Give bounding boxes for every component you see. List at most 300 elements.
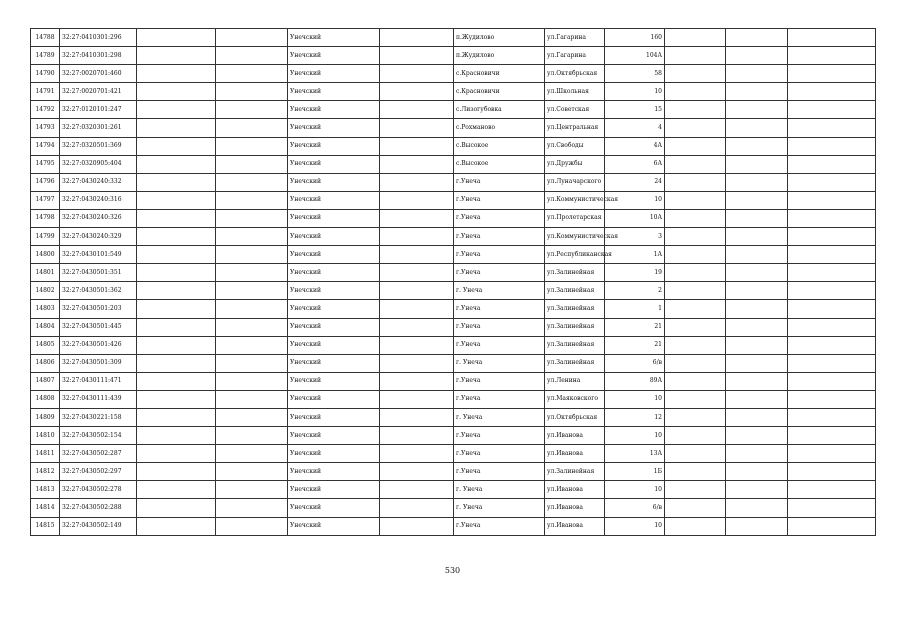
cadastral-number-cell: 32:27:0320301:261: [60, 119, 137, 137]
district-cell: Унечский: [288, 173, 380, 191]
table-row: [31, 101, 876, 119]
street-cell: ул.Иванова: [545, 499, 605, 517]
cadastral-number-cell: 32:27:0020701:460: [60, 65, 137, 83]
empty-cell: [137, 408, 216, 426]
table-row: [31, 119, 876, 137]
settlement-cell: с.Рохманово: [454, 119, 545, 137]
house-number-cell: 21: [605, 336, 665, 354]
empty-cell: [216, 427, 288, 445]
empty-cell: [788, 228, 876, 246]
empty-cell: [665, 336, 726, 354]
empty-cell: [216, 300, 288, 318]
empty-cell: [726, 228, 788, 246]
empty-cell: [726, 47, 788, 65]
house-number-cell: 1Б: [605, 463, 665, 481]
empty-cell: [380, 155, 454, 173]
house-number-cell: 10: [605, 427, 665, 445]
empty-cell: [726, 300, 788, 318]
district-cell: Унечский: [288, 65, 380, 83]
empty-cell: [665, 246, 726, 264]
district-cell: Унечский: [288, 191, 380, 209]
empty-cell: [665, 354, 726, 372]
empty-cell: [216, 318, 288, 336]
cadastral-number-cell: 32:27:0430501:351: [60, 264, 137, 282]
district-cell: Унечский: [288, 517, 380, 535]
street-cell: ул.Гагарина: [545, 29, 605, 47]
empty-cell: [665, 463, 726, 481]
table-row: [31, 264, 876, 282]
row-id-cell: 14803: [31, 300, 60, 318]
empty-cell: [216, 155, 288, 173]
table-row: [31, 481, 876, 499]
empty-cell: [216, 83, 288, 101]
empty-cell: [137, 390, 216, 408]
table-row: [31, 390, 876, 408]
table-row: [31, 282, 876, 300]
cadastral-number-cell: 32:27:0410301:298: [60, 47, 137, 65]
street-cell: ул.Коммунистическая: [545, 228, 605, 246]
empty-cell: [216, 228, 288, 246]
street-cell: ул.Гагарина: [545, 47, 605, 65]
empty-cell: [788, 354, 876, 372]
cadastral-number-cell: 32:27:0430111:471: [60, 372, 137, 390]
empty-cell: [665, 119, 726, 137]
empty-cell: [216, 246, 288, 264]
cadastral-number-cell: 32:27:0430501:445: [60, 318, 137, 336]
settlement-cell: г. Унеча: [454, 408, 545, 426]
empty-cell: [665, 101, 726, 119]
empty-cell: [380, 101, 454, 119]
table-row: [31, 228, 876, 246]
settlement-cell: п.Жудилово: [454, 47, 545, 65]
district-cell: Унечский: [288, 29, 380, 47]
table-row: [31, 445, 876, 463]
house-number-cell: 104А: [605, 47, 665, 65]
empty-cell: [216, 101, 288, 119]
empty-cell: [726, 155, 788, 173]
empty-cell: [788, 336, 876, 354]
empty-cell: [665, 318, 726, 336]
street-cell: ул.Залинейная: [545, 336, 605, 354]
cadastral-number-cell: 32:27:0430240:326: [60, 209, 137, 227]
street-cell: ул.Залинейная: [545, 463, 605, 481]
row-id-cell: 14811: [31, 445, 60, 463]
empty-cell: [665, 137, 726, 155]
district-cell: Унечский: [288, 463, 380, 481]
empty-cell: [137, 228, 216, 246]
empty-cell: [380, 300, 454, 318]
empty-cell: [137, 427, 216, 445]
empty-cell: [665, 445, 726, 463]
empty-cell: [665, 264, 726, 282]
empty-cell: [216, 499, 288, 517]
empty-cell: [216, 29, 288, 47]
empty-cell: [788, 264, 876, 282]
empty-cell: [788, 246, 876, 264]
district-cell: Унечский: [288, 83, 380, 101]
empty-cell: [380, 29, 454, 47]
table-row: [31, 408, 876, 426]
table-row: [31, 47, 876, 65]
street-cell: ул.Залинейная: [545, 264, 605, 282]
empty-cell: [726, 282, 788, 300]
house-number-cell: 10: [605, 481, 665, 499]
row-id-cell: 14791: [31, 83, 60, 101]
house-number-cell: 4А: [605, 137, 665, 155]
table-row: [31, 246, 876, 264]
cadastral-number-cell: 32:27:0430501:203: [60, 300, 137, 318]
table-row: [31, 463, 876, 481]
empty-cell: [726, 481, 788, 499]
page-number: 530: [444, 566, 461, 575]
settlement-cell: г.Унеча: [454, 300, 545, 318]
district-cell: Унечский: [288, 318, 380, 336]
empty-cell: [380, 282, 454, 300]
empty-cell: [380, 390, 454, 408]
street-cell: ул.Республиканская: [545, 246, 605, 264]
cadastral-number-cell: 32:27:0430501:362: [60, 282, 137, 300]
empty-cell: [788, 191, 876, 209]
house-number-cell: 12: [605, 408, 665, 426]
house-number-cell: 15: [605, 101, 665, 119]
district-cell: Унечский: [288, 246, 380, 264]
settlement-cell: с.Красновичи: [454, 65, 545, 83]
settlement-cell: г.Унеча: [454, 463, 545, 481]
row-id-cell: 14789: [31, 47, 60, 65]
cadastral-number-cell: 32:27:0430501:426: [60, 336, 137, 354]
street-cell: ул.Школьная: [545, 83, 605, 101]
street-cell: ул.Залинейная: [545, 354, 605, 372]
empty-cell: [137, 47, 216, 65]
row-id-cell: 14788: [31, 29, 60, 47]
empty-cell: [665, 155, 726, 173]
empty-cell: [665, 517, 726, 535]
empty-cell: [380, 372, 454, 390]
empty-cell: [726, 191, 788, 209]
cadastral-number-cell: 32:27:0430501:309: [60, 354, 137, 372]
empty-cell: [380, 264, 454, 282]
street-cell: ул.Иванова: [545, 445, 605, 463]
row-id-cell: 14806: [31, 354, 60, 372]
empty-cell: [726, 517, 788, 535]
house-number-cell: 3: [605, 228, 665, 246]
empty-cell: [665, 427, 726, 445]
district-cell: Унечский: [288, 209, 380, 227]
empty-cell: [788, 463, 876, 481]
empty-cell: [137, 499, 216, 517]
settlement-cell: г. Унеча: [454, 282, 545, 300]
empty-cell: [137, 65, 216, 83]
street-cell: ул.Маяковского: [545, 390, 605, 408]
table-row: [31, 336, 876, 354]
street-cell: ул.Коммунистическая: [545, 191, 605, 209]
settlement-cell: г. Унеча: [454, 354, 545, 372]
cadastral-number-cell: 32:27:0410301:296: [60, 29, 137, 47]
empty-cell: [380, 65, 454, 83]
district-cell: Унечский: [288, 336, 380, 354]
empty-cell: [788, 282, 876, 300]
empty-cell: [137, 354, 216, 372]
street-cell: ул.Иванова: [545, 427, 605, 445]
empty-cell: [726, 83, 788, 101]
street-cell: ул.Советская: [545, 101, 605, 119]
settlement-cell: г.Унеча: [454, 427, 545, 445]
street-cell: ул.Залинейная: [545, 318, 605, 336]
table-row: [31, 499, 876, 517]
empty-cell: [137, 101, 216, 119]
empty-cell: [726, 264, 788, 282]
empty-cell: [380, 445, 454, 463]
empty-cell: [788, 390, 876, 408]
table-row: [31, 209, 876, 227]
district-cell: Унечский: [288, 101, 380, 119]
settlement-cell: г.Унеча: [454, 191, 545, 209]
empty-cell: [216, 481, 288, 499]
empty-cell: [380, 47, 454, 65]
empty-cell: [665, 300, 726, 318]
empty-cell: [216, 47, 288, 65]
empty-cell: [726, 318, 788, 336]
row-id-cell: 14810: [31, 427, 60, 445]
settlement-cell: г.Унеча: [454, 445, 545, 463]
district-cell: Унечский: [288, 408, 380, 426]
empty-cell: [726, 29, 788, 47]
empty-cell: [137, 463, 216, 481]
row-id-cell: 14790: [31, 65, 60, 83]
row-id-cell: 14800: [31, 246, 60, 264]
settlement-cell: п.Жудилово: [454, 29, 545, 47]
empty-cell: [137, 318, 216, 336]
empty-cell: [726, 246, 788, 264]
street-cell: ул.Иванова: [545, 517, 605, 535]
district-cell: Унечский: [288, 47, 380, 65]
empty-cell: [380, 408, 454, 426]
empty-cell: [726, 119, 788, 137]
empty-cell: [216, 173, 288, 191]
row-id-cell: 14804: [31, 318, 60, 336]
district-cell: Унечский: [288, 282, 380, 300]
row-id-cell: 14815: [31, 517, 60, 535]
table-row: [31, 517, 876, 535]
row-id-cell: 14796: [31, 173, 60, 191]
house-number-cell: 10: [605, 191, 665, 209]
empty-cell: [380, 499, 454, 517]
house-number-cell: 58: [605, 65, 665, 83]
settlement-cell: г.Унеча: [454, 336, 545, 354]
settlement-cell: г.Унеча: [454, 318, 545, 336]
empty-cell: [380, 246, 454, 264]
empty-cell: [726, 209, 788, 227]
cadastral-number-cell: 32:27:0430502:297: [60, 463, 137, 481]
street-cell: ул.Иванова: [545, 481, 605, 499]
settlement-cell: г.Унеча: [454, 246, 545, 264]
empty-cell: [137, 336, 216, 354]
empty-cell: [216, 372, 288, 390]
street-cell: ул.Свободы: [545, 137, 605, 155]
empty-cell: [380, 463, 454, 481]
empty-cell: [137, 191, 216, 209]
empty-cell: [137, 246, 216, 264]
empty-cell: [726, 408, 788, 426]
settlement-cell: с.Красновичи: [454, 83, 545, 101]
empty-cell: [788, 137, 876, 155]
empty-cell: [216, 209, 288, 227]
empty-cell: [665, 372, 726, 390]
empty-cell: [788, 155, 876, 173]
settlement-cell: г. Унеча: [454, 481, 545, 499]
empty-cell: [137, 137, 216, 155]
empty-cell: [216, 191, 288, 209]
settlement-cell: с.Лизогубовка: [454, 101, 545, 119]
empty-cell: [137, 445, 216, 463]
house-number-cell: 10: [605, 390, 665, 408]
empty-cell: [216, 282, 288, 300]
house-number-cell: 1: [605, 300, 665, 318]
empty-cell: [665, 29, 726, 47]
settlement-cell: г.Унеча: [454, 228, 545, 246]
empty-cell: [726, 463, 788, 481]
registry-table: [30, 28, 876, 536]
empty-cell: [380, 481, 454, 499]
cadastral-number-cell: 32:27:0430240:316: [60, 191, 137, 209]
house-number-cell: 160: [605, 29, 665, 47]
empty-cell: [380, 427, 454, 445]
house-number-cell: 1А: [605, 246, 665, 264]
house-number-cell: 89А: [605, 372, 665, 390]
street-cell: ул.Центральная: [545, 119, 605, 137]
empty-cell: [788, 119, 876, 137]
district-cell: Унечский: [288, 390, 380, 408]
empty-cell: [726, 65, 788, 83]
empty-cell: [137, 481, 216, 499]
cadastral-number-cell: 32:27:0120101:247: [60, 101, 137, 119]
house-number-cell: 2: [605, 282, 665, 300]
cadastral-number-cell: 32:27:0430221:158: [60, 408, 137, 426]
row-id-cell: 14805: [31, 336, 60, 354]
settlement-cell: г. Унеча: [454, 499, 545, 517]
empty-cell: [380, 228, 454, 246]
empty-cell: [380, 83, 454, 101]
table-row: [31, 83, 876, 101]
empty-cell: [665, 47, 726, 65]
empty-cell: [788, 372, 876, 390]
settlement-cell: г.Унеча: [454, 372, 545, 390]
empty-cell: [665, 209, 726, 227]
row-id-cell: 14814: [31, 499, 60, 517]
empty-cell: [665, 282, 726, 300]
district-cell: Унечский: [288, 264, 380, 282]
empty-cell: [788, 300, 876, 318]
empty-cell: [788, 209, 876, 227]
settlement-cell: г.Унеча: [454, 517, 545, 535]
empty-cell: [216, 137, 288, 155]
table-row: [31, 173, 876, 191]
empty-cell: [788, 445, 876, 463]
table-row: [31, 137, 876, 155]
settlement-cell: г.Унеча: [454, 264, 545, 282]
empty-cell: [726, 173, 788, 191]
table-row: [31, 372, 876, 390]
empty-cell: [788, 408, 876, 426]
table-row: [31, 427, 876, 445]
empty-cell: [380, 209, 454, 227]
cadastral-number-cell: 32:27:0430111:439: [60, 390, 137, 408]
empty-cell: [137, 83, 216, 101]
street-cell: ул.Луначарского: [545, 173, 605, 191]
row-id-cell: 14812: [31, 463, 60, 481]
empty-cell: [665, 83, 726, 101]
empty-cell: [216, 354, 288, 372]
cadastral-number-cell: 32:27:0430240:332: [60, 173, 137, 191]
empty-cell: [137, 209, 216, 227]
cadastral-number-cell: 32:27:0430502:154: [60, 427, 137, 445]
empty-cell: [726, 390, 788, 408]
row-id-cell: 14793: [31, 119, 60, 137]
street-cell: ул.Пролетарская: [545, 209, 605, 227]
table-row: [31, 29, 876, 47]
empty-cell: [380, 318, 454, 336]
empty-cell: [216, 390, 288, 408]
empty-cell: [380, 336, 454, 354]
empty-cell: [137, 155, 216, 173]
empty-cell: [216, 336, 288, 354]
empty-cell: [788, 427, 876, 445]
house-number-cell: 6/в: [605, 354, 665, 372]
empty-cell: [137, 372, 216, 390]
district-cell: Унечский: [288, 427, 380, 445]
house-number-cell: 21: [605, 318, 665, 336]
house-number-cell: 4: [605, 119, 665, 137]
empty-cell: [665, 191, 726, 209]
table-row: [31, 300, 876, 318]
house-number-cell: 6/в: [605, 499, 665, 517]
row-id-cell: 14797: [31, 191, 60, 209]
empty-cell: [216, 119, 288, 137]
cadastral-number-cell: 32:27:0020701:421: [60, 83, 137, 101]
settlement-cell: с.Высокое: [454, 137, 545, 155]
district-cell: Унечский: [288, 300, 380, 318]
empty-cell: [788, 47, 876, 65]
settlement-cell: с.Высокое: [454, 155, 545, 173]
table-row: [31, 191, 876, 209]
table-row: [31, 318, 876, 336]
empty-cell: [380, 191, 454, 209]
district-cell: Унечский: [288, 481, 380, 499]
empty-cell: [216, 463, 288, 481]
street-cell: ул.Дружбы: [545, 155, 605, 173]
empty-cell: [380, 354, 454, 372]
row-id-cell: 14807: [31, 372, 60, 390]
house-number-cell: 10: [605, 83, 665, 101]
row-id-cell: 14813: [31, 481, 60, 499]
table-body: [31, 29, 876, 536]
row-id-cell: 14798: [31, 209, 60, 227]
empty-cell: [726, 336, 788, 354]
row-id-cell: 14802: [31, 282, 60, 300]
table-row: [31, 155, 876, 173]
district-cell: Унечский: [288, 137, 380, 155]
empty-cell: [665, 173, 726, 191]
cadastral-number-cell: 32:27:0430502:287: [60, 445, 137, 463]
empty-cell: [788, 173, 876, 191]
empty-cell: [726, 354, 788, 372]
street-cell: ул.Залинейная: [545, 300, 605, 318]
empty-cell: [726, 499, 788, 517]
empty-cell: [137, 300, 216, 318]
cadastral-number-cell: 32:27:0430502:278: [60, 481, 137, 499]
empty-cell: [726, 101, 788, 119]
cadastral-number-cell: 32:27:0320501:369: [60, 137, 137, 155]
